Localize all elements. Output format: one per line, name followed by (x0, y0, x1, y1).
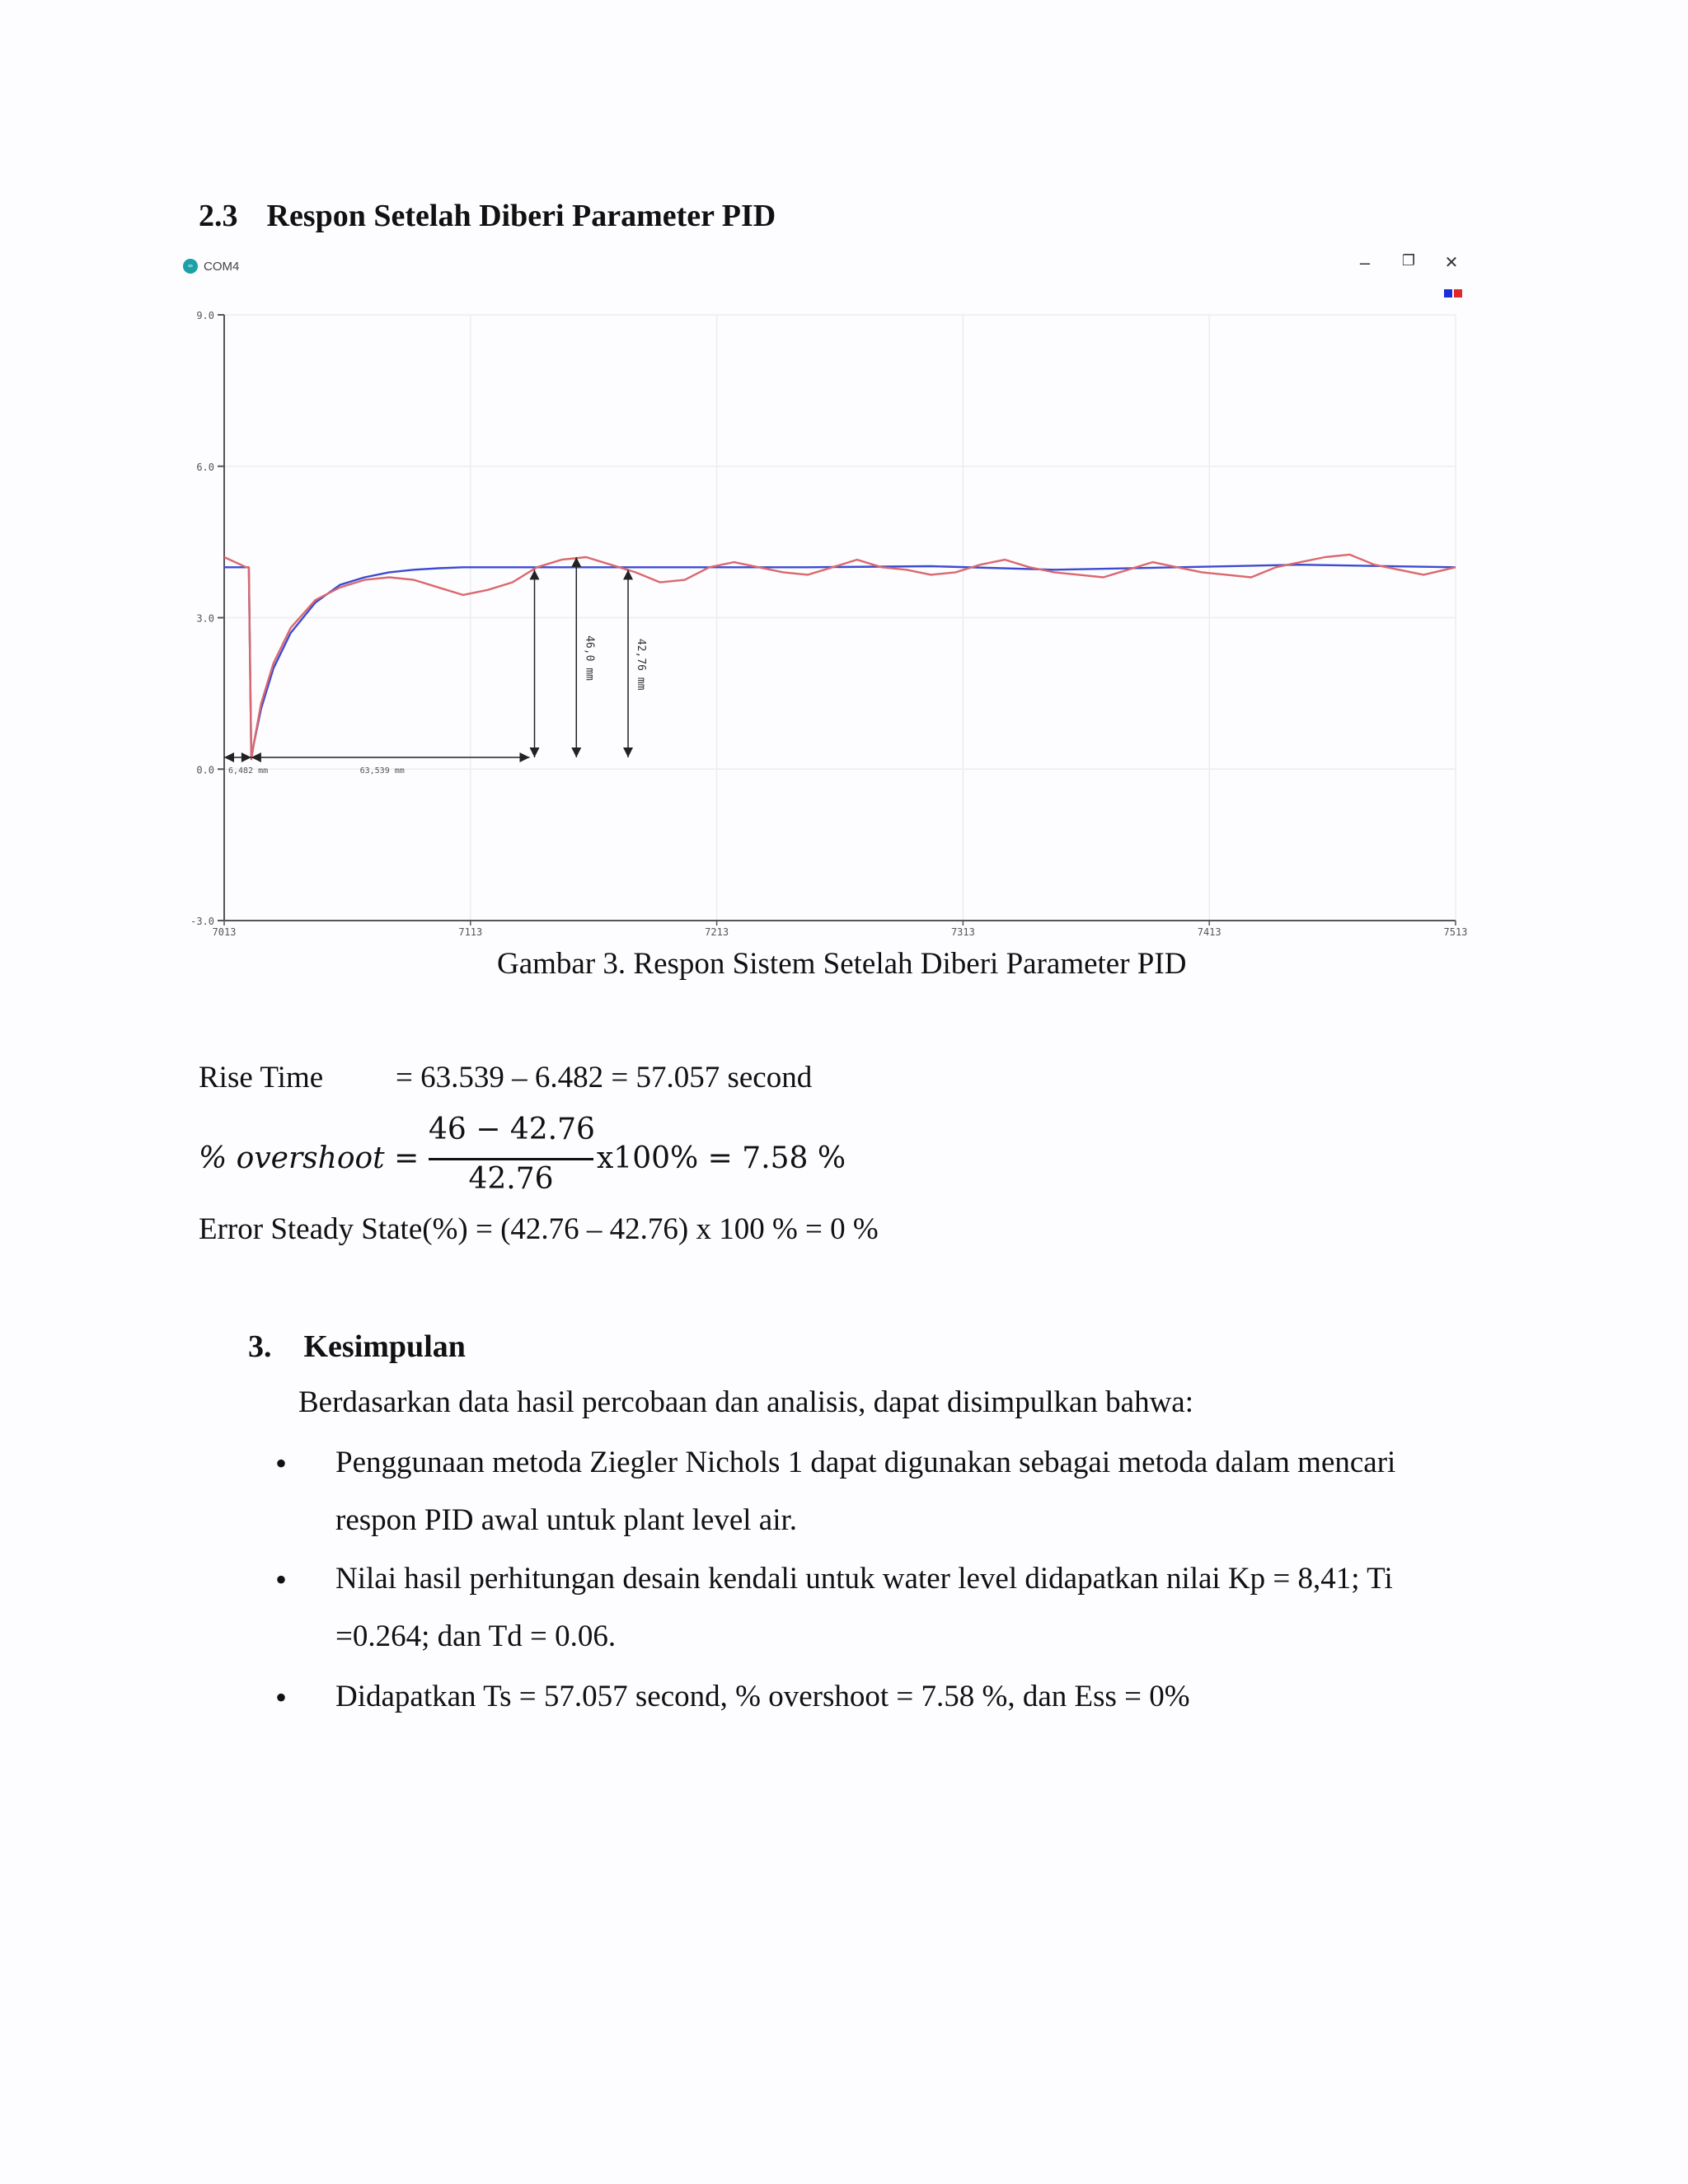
rise-span-arrow-arrowhead (520, 752, 530, 762)
x-tick-label: 7213 (705, 926, 729, 938)
overshoot-lhs (199, 1141, 419, 1175)
y-tick-label: 3.0 (196, 612, 214, 625)
annotation-label: 42,76 mm (635, 638, 648, 691)
restore-button[interactable]: ❐ (1401, 252, 1416, 269)
legend-swatch-red (1454, 289, 1462, 298)
bullet-1-line-2: respon PID awal untuk plant level air. (335, 1503, 798, 1537)
annotation-label: 63,539 mm (359, 766, 405, 776)
figure-caption: Gambar 3. Respon Sistem Setelah Diberi Parameter PID (497, 947, 1187, 981)
overshoot-rhs: x100% = 7.58 % (597, 1141, 846, 1175)
series-line-1 (224, 565, 1456, 759)
conclusion-heading (248, 1329, 466, 1365)
overshoot-denominator: 42.76 (468, 1162, 554, 1196)
section-number: 2.3 (199, 199, 238, 233)
x-tick-label: 7513 (1443, 926, 1468, 938)
arduino-icon: ∞ (183, 259, 198, 274)
rise-time-label: Rise Time (199, 1061, 324, 1094)
y-tick-label: 9.0 (196, 310, 214, 321)
bullet-icon: • (275, 1679, 288, 1716)
window-title: COM4 (204, 260, 240, 274)
peak-arrow-arrowhead (571, 748, 581, 757)
bullet-icon: • (275, 1561, 288, 1598)
legend-swatch-blue (1444, 289, 1452, 298)
bullet-2-line-1: Nilai hasil perhitungan desain kendali untuk water level didapatkan nilai Kp = 8,41; Ti (335, 1562, 1393, 1596)
serial-plot (0, 0, 1688, 972)
x-tick-label: 7113 (458, 926, 483, 938)
bullet-1-line-1: Penggunaan metoda Ziegler Nichols 1 dapat digunakan sebagai metoda dalam mencari (335, 1446, 1396, 1479)
error-steady-state: Error Steady State(%) = (42.76 – 42.76) x 100 % = 0 % (199, 1212, 879, 1246)
minimize-button[interactable]: – (1359, 252, 1371, 273)
rise-time-value: = 63.539 – 6.482 = 57.057 second (396, 1061, 813, 1094)
conclusion-title: Kesimpulan (303, 1329, 466, 1364)
x-tick-label: 7013 (212, 926, 237, 938)
x-tick-label: 7413 (1197, 926, 1221, 938)
series-line-2 (224, 555, 1456, 759)
conclusion-intro: Berdasarkan data hasil percobaan dan analisis, dapat disimpulkan bahwa: (298, 1385, 1193, 1419)
steady-arrow-arrowhead (623, 748, 633, 757)
conclusion-number: 3. (248, 1329, 272, 1364)
section-title: Respon Setelah Diberi Parameter PID (266, 199, 776, 233)
y-tick-label: 6.0 (196, 461, 214, 473)
fraction-bar (429, 1158, 593, 1160)
x-tick-label: 7313 (950, 926, 975, 938)
overshoot-lhs-text: % overshoot = (199, 1141, 420, 1175)
rise-start-arrow-arrowhead (241, 752, 251, 762)
rise-start-arrow-arrowhead (224, 752, 234, 762)
rise-end-marker-arrowhead (530, 748, 540, 757)
bullet-3-line-1: Didapatkan Ts = 57.057 second, % overshoot = 7.58 %, dan Ess = 0% (335, 1680, 1190, 1713)
y-tick-label: 0.0 (196, 764, 214, 776)
bullet-2-line-2: =0.264; dan Td = 0.06. (335, 1619, 617, 1653)
annotation-label: 6,482 mm (228, 766, 269, 776)
bullet-icon: • (275, 1445, 288, 1482)
y-tick-label: -3.0 (190, 916, 214, 927)
overshoot-numerator: 46 − 42.76 (429, 1113, 595, 1146)
close-button[interactable]: ✕ (1444, 254, 1459, 272)
annotation-label: 46,0 mm (583, 635, 596, 681)
